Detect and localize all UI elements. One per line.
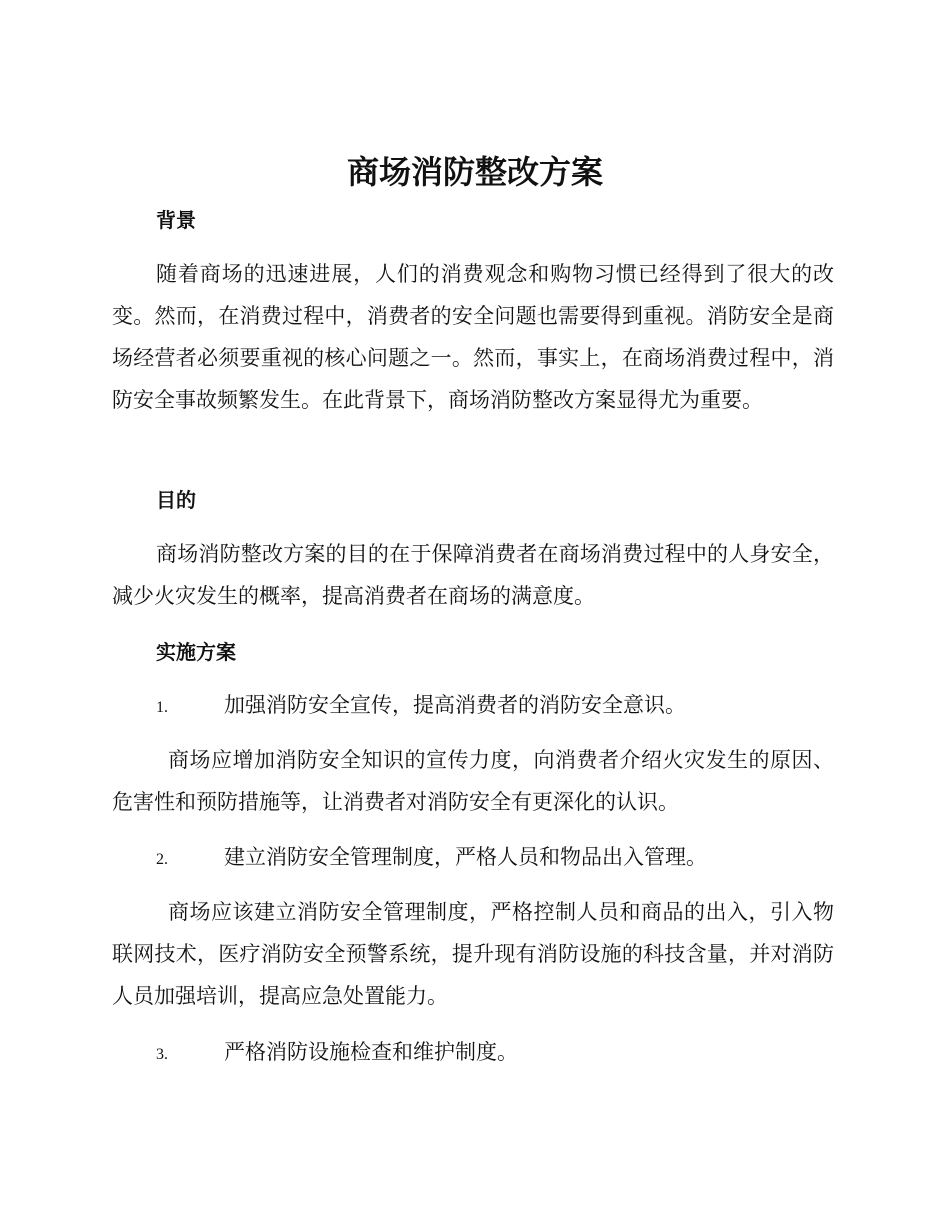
paragraph-plan-item-1: 商场应增加消防安全知识的宣传力度，向消费者介绍火灾发生的原因、危害性和预防措施等，让消费者对消防安全有更深化的认识。 [112, 748, 834, 814]
list-number: 2. [156, 851, 168, 868]
paragraph-plan-item-2: 商场应该建立消防安全管理制度，严格控制人员和商品的出入，引入物联网技术，医疗消防安全预警系统，提升现有消防设施的科技含量，并对消防人员加强培训，提高应急处置能力。 [112, 900, 834, 1008]
paragraph-purpose: 商场消防整改方案的目的在于保障消费者在商场消费过程中的人身安全，减少火灾发生的概率，提高消费者在商场的满意度。 [112, 542, 834, 608]
list-number: 3. [156, 1046, 168, 1063]
list-item-1 [156, 690, 686, 723]
list-number: 1. [156, 699, 168, 716]
section-heading-plan: 实施方案 [156, 640, 236, 664]
list-item-text: 严格消防设施检查和维护制度。 [224, 1040, 518, 1064]
section-heading-purpose: 目的 [156, 488, 196, 512]
list-item-text: 建立消防安全管理制度，严格人员和物品出入管理。 [224, 845, 707, 869]
paragraph-background: 随着商场的迅速进展，人们的消费观念和购物习惯已经得到了很大的改变。然而，在消费过程中，消费者的安全问题也需要得到重视。消防安全是商场经营者必须要重视的核心问题之一。然而，事实上，在商场消费过程中，消防安全事故频繁发生。在此背景下，商场消防整改方案显得尤为重要。 [112, 262, 834, 412]
section-heading-background: 背景 [156, 208, 196, 232]
list-item-text: 加强消防安全宣传，提高消费者的消防安全意识。 [224, 693, 686, 717]
list-item-3 [156, 1037, 518, 1070]
document-title: 商场消防整改方案 [346, 153, 603, 191]
list-item-2 [156, 842, 707, 875]
